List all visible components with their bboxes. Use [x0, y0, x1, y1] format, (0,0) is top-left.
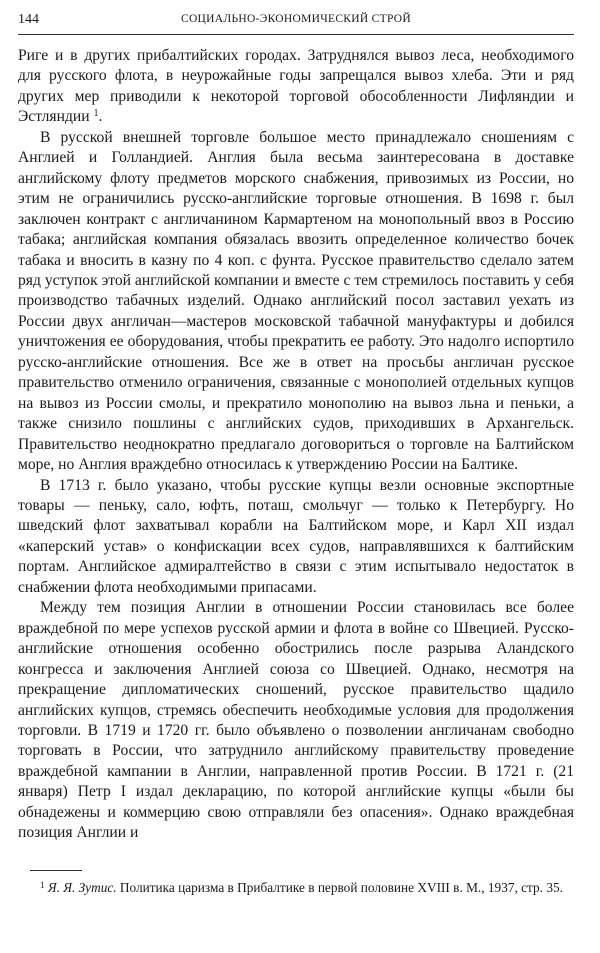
paragraph-1: [18, 46, 574, 128]
footnote-rule: [30, 870, 82, 871]
paragraph-2: В русской внешней торговле большое место принадлежало сношениям с Англией и Голландией. Англия была весьма заинтересована в доставке английскому флоту предметов морского снабжения, привозимых из России, но этим не ограничились русско-английские торговые отношения. В 1698 г. был заключен контракт с англичанином Кармартеном на монопольный ввоз в Россию табака; английская компания обязалась ввозить определенное количество бочек табака и вносить в казну по 4 коп. с фунта. Русское правительство сделало затем ряд уступок этой английской компании и вместе с тем стремилось поставить у себя производство табачных изделий. Однако английский посол заставил уехать из России двух англичан—мастеров московской табачной мануфактуры и добился уничтожения ее оборудования, чтобы прекратить ее работу. Это надолго испортило русско-английские отношения. Все же в ответ на просьбы англичан русское правительство отменило ограничения, связанные с монополией отдельных купцов на вывоз из России смолы, и прекратило монополию на вывоз льна и пеньки, а также снизило пошлины с английских судов, приходивших в Архангельск. Правительство неоднократно предлагало договориться о торговле на Балтийском море, но Англия враждебно относилась к утверждению России на Балтике.: [18, 128, 574, 474]
footnote-text: Политика царизма в Прибалтике в первой половине XVIII в. М., 1937, стр. 35.: [119, 880, 563, 895]
footnote-author: Я. Я. Зутис.: [47, 880, 117, 895]
paragraph-1-text: Риге и в других прибалтийских городах. Затруднялся вывоз леса, необходимого для русского флота, в неурожайные годы запрещался вывоз хлеба. Эти и ряд других мер приводили к некоторой торговой обособленности Лифляндии и Эстляндии: [18, 47, 574, 126]
paragraph-1-end: .: [98, 108, 103, 126]
footnote-mark: 1: [40, 880, 45, 890]
running-title: СОЦИАЛЬНО-ЭКОНОМИЧЕСКИЙ СТРОЙ: [180, 13, 412, 25]
footnote-reference[interactable]: 1: [93, 108, 99, 120]
page-number: 144: [18, 12, 39, 27]
header-rule: [18, 34, 574, 35]
body-text: [18, 46, 574, 844]
page-header: [18, 12, 574, 32]
paragraph-4: Между тем позиция Англии в отношении России становилась все более враждебной по мере успехов русской армии и флота в войне со Швецией. Русско-английские отношения особенно обострились после разрыва Аландского конгресса и заключения Англией союза со Швецией. Однако, несмотря на прекращение дипломатических сношений, русское правительство щадило английских купцов, стремясь обеспечить необходимые условия для продолжения торговли. В 1719 и 1720 гг. было объявлено о позволении англичанам свободно торговать в России, что затруднило английскому правительству проведение враждебной кампании в Англии, направленной против России. В 1721 г. (21 января) Петр I издал декларацию, по которой английские купцы «были бы обнадежены и коммерцию свою отправляли без опасения». Однако враждебная позиция Англии и: [18, 599, 574, 842]
paragraph-3: В 1713 г. было указано, чтобы русские купцы везли основные экспортные товары — пеньку, сало, юфть, поташ, смольчуг — только к Петербургу. Но шведский флот захватывал корабли на Балтийском море, и Карл XII издал «каперский устав» о конфискации всех судов, направлявшихся к балтийским портам. Английское адмиралтейство в связи с этим испытывало недостаток в снабжении флота необходимыми припасами.: [18, 476, 574, 596]
footnote: [18, 878, 574, 897]
